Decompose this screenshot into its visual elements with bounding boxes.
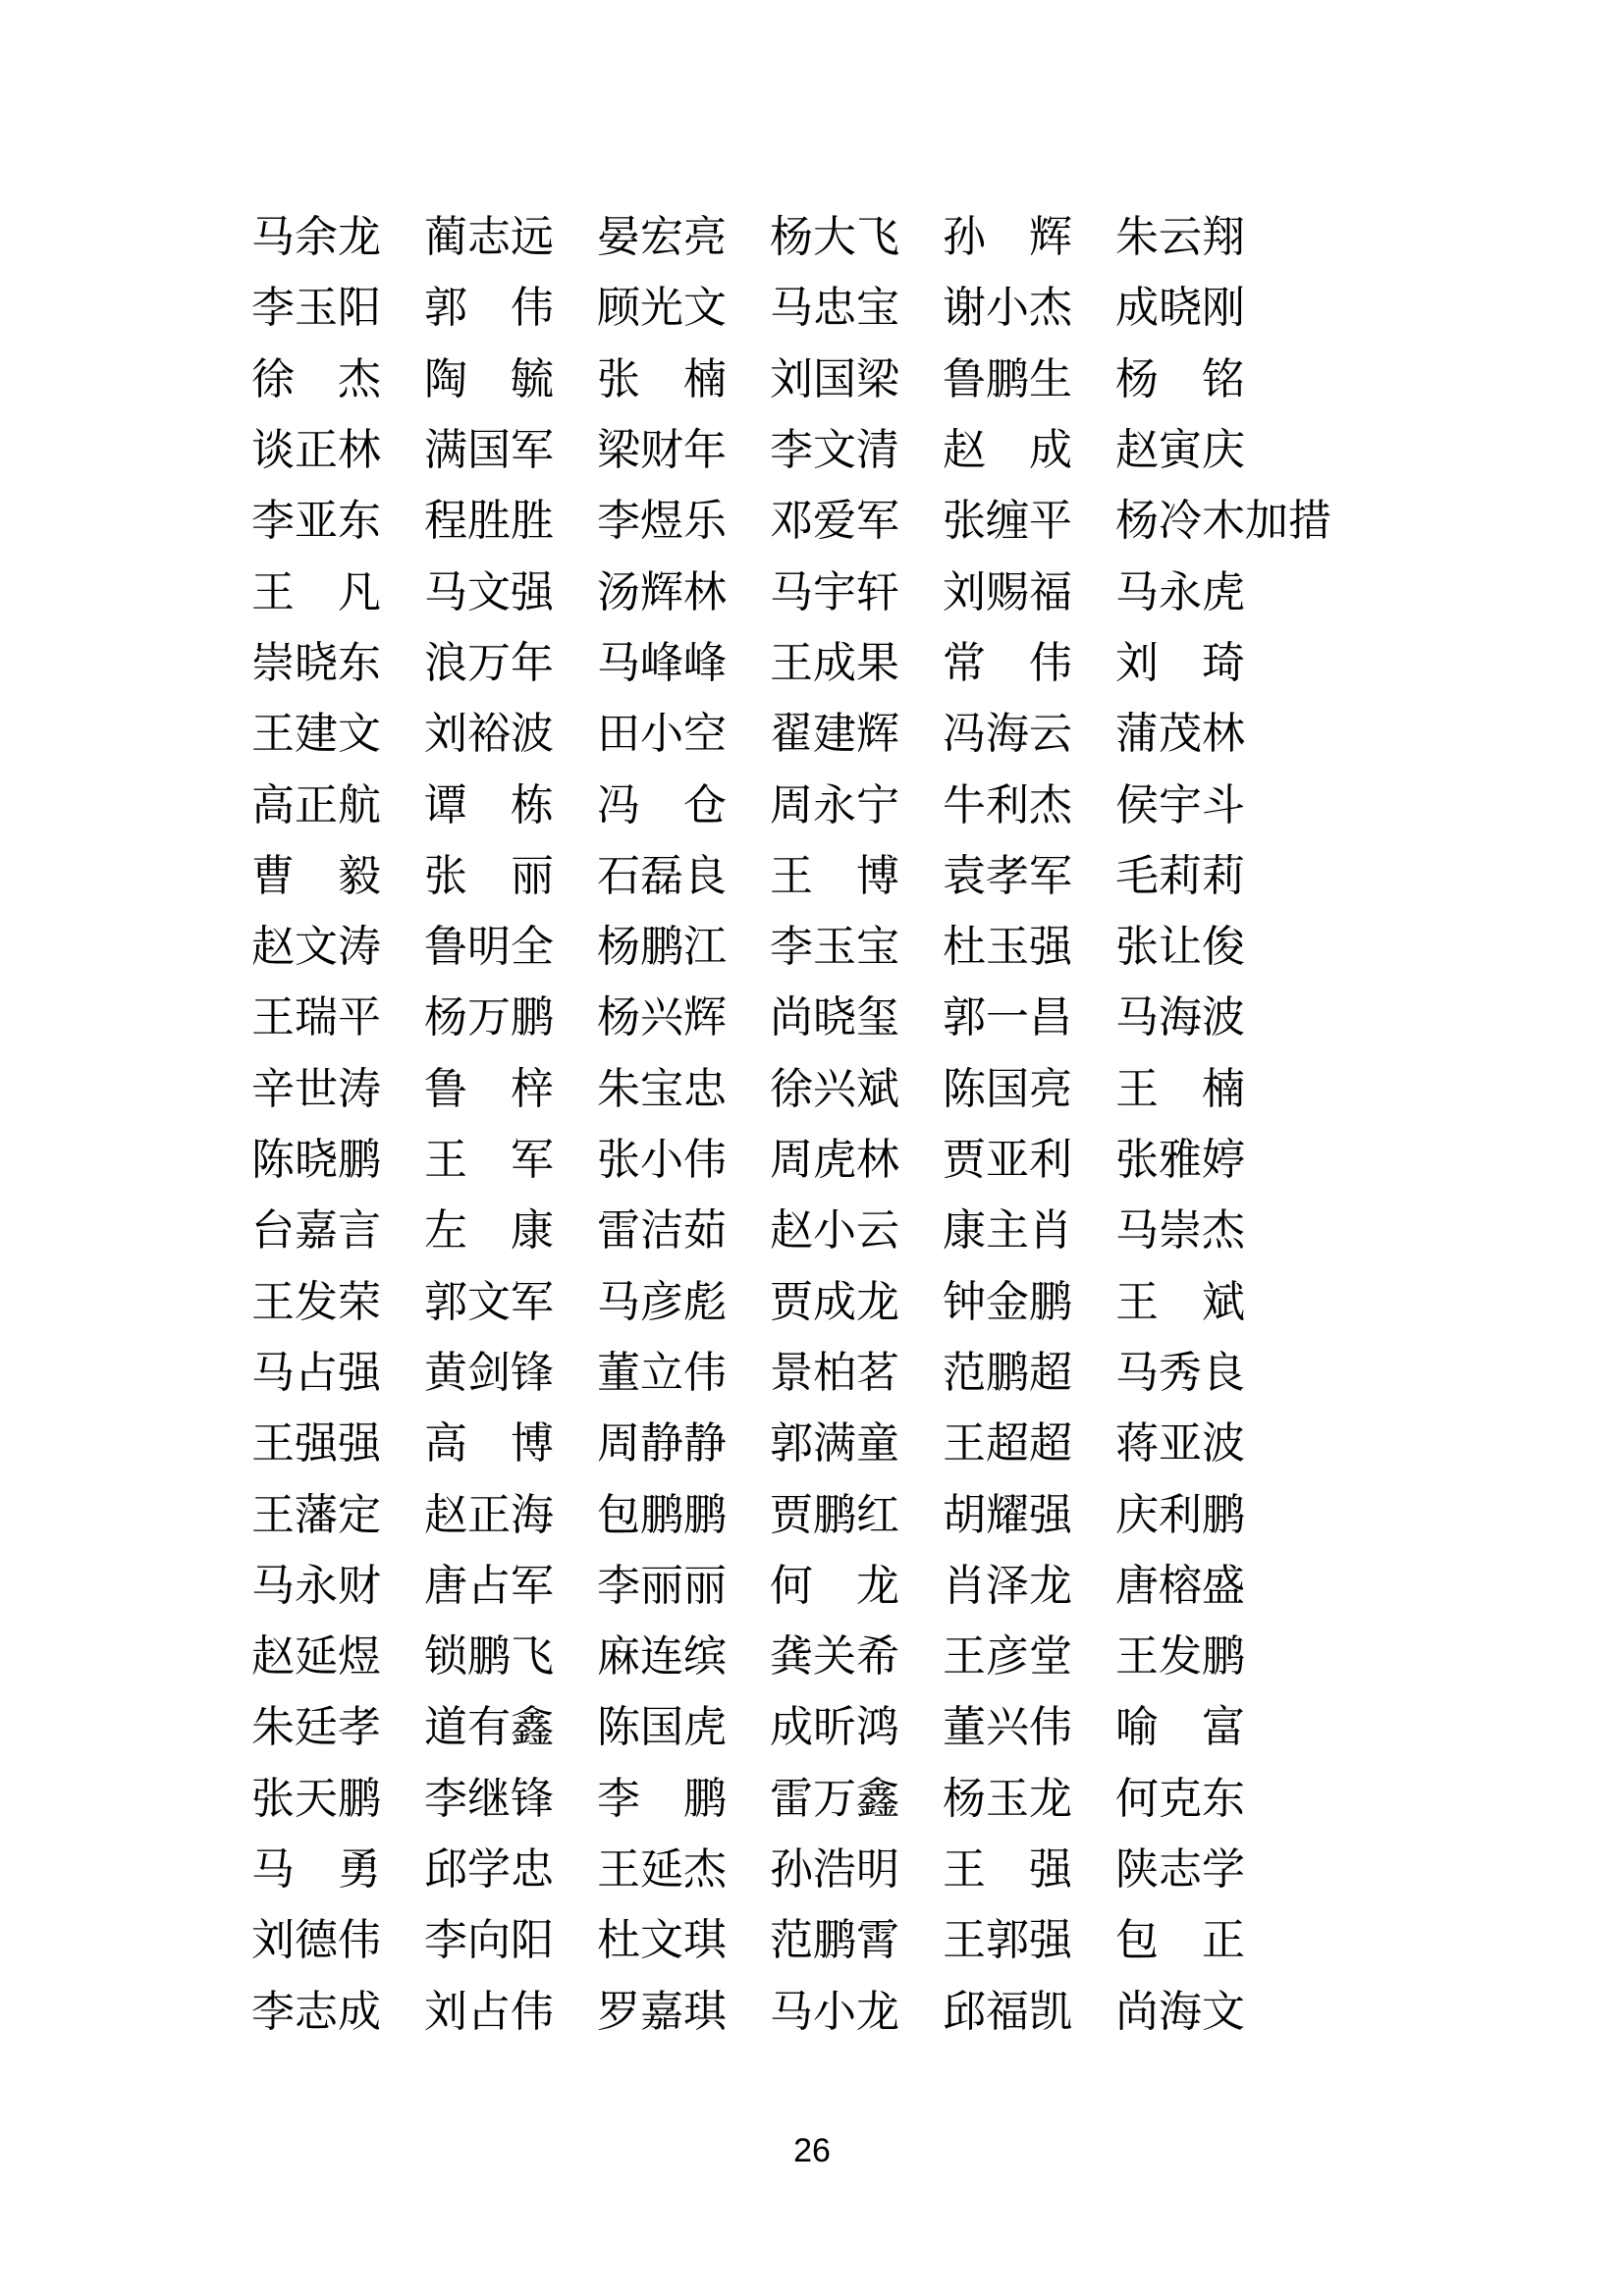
person-name: 董立伟 bbox=[597, 1348, 727, 1397]
person-name: 浪万年 bbox=[424, 638, 554, 687]
person-name: 景柏茗 bbox=[770, 1348, 899, 1397]
person-name: 鲁 梓 bbox=[424, 1064, 554, 1113]
person-name: 马文强 bbox=[424, 567, 554, 616]
person-name: 翟建辉 bbox=[770, 710, 899, 759]
person-name: 赵小云 bbox=[770, 1206, 899, 1255]
person-name: 胡耀强 bbox=[943, 1490, 1072, 1539]
person-name: 王超超 bbox=[943, 1419, 1072, 1468]
person-name: 左 康 bbox=[424, 1206, 554, 1255]
person-name: 张雅婷 bbox=[1115, 1136, 1245, 1185]
person-name: 康主肖 bbox=[943, 1206, 1072, 1255]
person-name: 牛利杰 bbox=[943, 780, 1072, 829]
name-row bbox=[251, 1266, 1331, 1337]
person-name: 贾鹏红 bbox=[770, 1490, 899, 1539]
person-name: 马余龙 bbox=[251, 213, 381, 262]
person-name: 张小伟 bbox=[597, 1136, 727, 1185]
person-name: 王瑞平 bbox=[251, 993, 381, 1042]
person-name: 王发鹏 bbox=[1115, 1632, 1245, 1682]
person-name: 马秀良 bbox=[1115, 1348, 1245, 1397]
person-name: 郭 伟 bbox=[424, 284, 554, 333]
person-name: 陕志学 bbox=[1115, 1845, 1245, 1894]
person-name: 贾亚利 bbox=[943, 1136, 1072, 1185]
person-name: 李玉宝 bbox=[770, 923, 899, 972]
person-name: 田小空 bbox=[597, 710, 727, 759]
person-name: 李亚东 bbox=[251, 497, 381, 546]
person-name: 王 博 bbox=[770, 851, 899, 900]
person-name: 朱云翔 bbox=[1115, 213, 1245, 262]
person-name: 马永虎 bbox=[1115, 567, 1245, 616]
person-name: 马忠宝 bbox=[770, 284, 899, 333]
person-name: 贾成龙 bbox=[770, 1277, 899, 1326]
person-name: 刘德伟 bbox=[251, 1916, 381, 1965]
person-name: 罗嘉琪 bbox=[597, 1987, 727, 2036]
person-name: 王 凡 bbox=[251, 567, 381, 616]
person-name: 赵正海 bbox=[424, 1490, 554, 1539]
person-name: 杜玉强 bbox=[943, 923, 1072, 972]
person-name: 陈国虎 bbox=[597, 1703, 727, 1752]
person-name: 锁鹏飞 bbox=[424, 1632, 554, 1682]
person-name: 谢小杰 bbox=[943, 284, 1072, 333]
person-name: 刘 琦 bbox=[1115, 638, 1245, 687]
person-name: 王郭强 bbox=[943, 1916, 1072, 1965]
person-name: 蒋亚波 bbox=[1115, 1419, 1245, 1468]
name-row bbox=[251, 345, 1331, 415]
person-name: 刘裕波 bbox=[424, 710, 554, 759]
person-name: 李玉阳 bbox=[251, 284, 381, 333]
name-row bbox=[251, 486, 1331, 557]
person-name: 周静静 bbox=[597, 1419, 727, 1468]
person-name: 朱廷孝 bbox=[251, 1703, 381, 1752]
person-name: 侯宇斗 bbox=[1115, 780, 1245, 829]
person-name: 曹 毅 bbox=[251, 851, 381, 900]
name-row bbox=[251, 983, 1331, 1053]
name-row bbox=[251, 1764, 1331, 1835]
person-name: 董兴伟 bbox=[943, 1703, 1072, 1752]
person-name: 张 丽 bbox=[424, 851, 554, 900]
person-name: 肖泽龙 bbox=[943, 1561, 1072, 1610]
person-name: 王发荣 bbox=[251, 1277, 381, 1326]
person-name: 尚海文 bbox=[1115, 1987, 1245, 2036]
person-name: 高正航 bbox=[251, 780, 381, 829]
person-name: 杜文琪 bbox=[597, 1916, 727, 1965]
person-name: 辛世涛 bbox=[251, 1064, 381, 1113]
person-name: 赵文涛 bbox=[251, 923, 381, 972]
person-name: 马永财 bbox=[251, 1561, 381, 1610]
person-name: 朱宝忠 bbox=[597, 1064, 727, 1113]
person-name: 黄剑锋 bbox=[424, 1348, 554, 1397]
name-row bbox=[251, 912, 1331, 983]
person-name: 冯 仓 bbox=[597, 780, 727, 829]
person-name: 孙 辉 bbox=[943, 213, 1072, 262]
person-name: 成昕鸿 bbox=[770, 1703, 899, 1752]
person-name: 赵延煜 bbox=[251, 1632, 381, 1682]
person-name: 邓爱军 bbox=[770, 497, 899, 546]
name-row bbox=[251, 1054, 1331, 1125]
person-name: 雷万鑫 bbox=[770, 1774, 899, 1823]
page-number: 26 bbox=[793, 2132, 831, 2169]
person-name: 汤辉林 bbox=[597, 567, 727, 616]
person-name: 王 楠 bbox=[1115, 1064, 1245, 1113]
person-name: 郭一昌 bbox=[943, 993, 1072, 1042]
person-name: 王成果 bbox=[770, 638, 899, 687]
person-name: 赵 成 bbox=[943, 426, 1072, 475]
person-name: 谈正林 bbox=[251, 426, 381, 475]
person-name: 王 军 bbox=[424, 1136, 554, 1185]
person-name: 马占强 bbox=[251, 1348, 381, 1397]
person-name: 龚关希 bbox=[770, 1632, 899, 1682]
person-name: 唐占军 bbox=[424, 1561, 554, 1610]
person-name: 马崇杰 bbox=[1115, 1206, 1245, 1255]
name-row bbox=[251, 1125, 1331, 1196]
person-name: 王藩定 bbox=[251, 1490, 381, 1539]
name-row bbox=[251, 1835, 1331, 1905]
person-name: 陈国亮 bbox=[943, 1064, 1072, 1113]
person-name: 杨万鹏 bbox=[424, 993, 554, 1042]
person-name: 毛莉莉 bbox=[1115, 851, 1245, 900]
person-name: 赵寅庆 bbox=[1115, 426, 1245, 475]
person-name: 程胜胜 bbox=[424, 497, 554, 546]
person-name: 梁财年 bbox=[597, 426, 727, 475]
person-name: 石磊良 bbox=[597, 851, 727, 900]
person-name: 张天鹏 bbox=[251, 1774, 381, 1823]
person-name: 马 勇 bbox=[251, 1845, 381, 1894]
person-name: 邱福凯 bbox=[943, 1987, 1072, 2036]
name-row bbox=[251, 1479, 1331, 1550]
person-name: 崇晓东 bbox=[251, 638, 381, 687]
person-name: 鲁明全 bbox=[424, 923, 554, 972]
person-name: 杨 铭 bbox=[1115, 354, 1245, 403]
person-name: 鲁鹏生 bbox=[943, 354, 1072, 403]
name-row bbox=[251, 1551, 1331, 1622]
person-name: 唐榕盛 bbox=[1115, 1561, 1245, 1610]
name-row bbox=[251, 273, 1331, 344]
person-name: 郭文军 bbox=[424, 1277, 554, 1326]
person-name: 郭满童 bbox=[770, 1419, 899, 1468]
person-name: 王建文 bbox=[251, 710, 381, 759]
person-name: 李煜乐 bbox=[597, 497, 727, 546]
person-name: 马彦彪 bbox=[597, 1277, 727, 1326]
person-name: 周虎林 bbox=[770, 1136, 899, 1185]
person-name: 何克东 bbox=[1115, 1774, 1245, 1823]
person-name: 成晓刚 bbox=[1115, 284, 1245, 333]
person-name: 包鹏鹏 bbox=[597, 1490, 727, 1539]
person-name: 尚晓玺 bbox=[770, 993, 899, 1042]
person-name: 李文清 bbox=[770, 426, 899, 475]
person-name: 马宇轩 bbox=[770, 567, 899, 616]
person-name: 杨兴辉 bbox=[597, 993, 727, 1042]
person-name: 李丽丽 bbox=[597, 1561, 727, 1610]
name-row bbox=[251, 1409, 1331, 1479]
name-row bbox=[251, 1622, 1331, 1692]
person-name: 王强强 bbox=[251, 1419, 381, 1468]
name-table bbox=[251, 202, 1331, 2048]
person-name: 刘占伟 bbox=[424, 1987, 554, 2036]
person-name: 何 龙 bbox=[770, 1561, 899, 1610]
person-name: 马小龙 bbox=[770, 1987, 899, 2036]
person-name: 徐 杰 bbox=[251, 354, 381, 403]
name-row bbox=[251, 202, 1331, 273]
person-name: 王延杰 bbox=[597, 1845, 727, 1894]
person-name: 台嘉言 bbox=[251, 1206, 381, 1255]
person-name: 张 楠 bbox=[597, 354, 727, 403]
person-name: 冯海云 bbox=[943, 710, 1072, 759]
person-name: 马峰峰 bbox=[597, 638, 727, 687]
person-name: 李继锋 bbox=[424, 1774, 554, 1823]
person-name: 杨大飞 bbox=[770, 213, 899, 262]
person-name: 麻连缤 bbox=[597, 1632, 727, 1682]
person-name: 杨玉龙 bbox=[943, 1774, 1072, 1823]
person-name: 李 鹏 bbox=[597, 1774, 727, 1823]
person-name: 孙浩明 bbox=[770, 1845, 899, 1894]
name-row bbox=[251, 557, 1331, 627]
person-name: 李志成 bbox=[251, 1987, 381, 2036]
name-row bbox=[251, 1905, 1331, 1976]
person-name: 杨冷木加措 bbox=[1115, 497, 1331, 546]
person-name: 刘国梁 bbox=[770, 354, 899, 403]
person-name: 蒲茂林 bbox=[1115, 710, 1245, 759]
person-name: 王彦堂 bbox=[943, 1632, 1072, 1682]
name-row bbox=[251, 699, 1331, 770]
name-row bbox=[251, 1196, 1331, 1266]
person-name: 雷洁茹 bbox=[597, 1206, 727, 1255]
person-name: 张缠平 bbox=[943, 497, 1072, 546]
person-name: 蔺志远 bbox=[424, 213, 554, 262]
person-name: 顾光文 bbox=[597, 284, 727, 333]
name-row bbox=[251, 1338, 1331, 1409]
person-name: 道有鑫 bbox=[424, 1703, 554, 1752]
person-name: 范鹏霄 bbox=[770, 1916, 899, 1965]
person-name: 谭 栋 bbox=[424, 780, 554, 829]
person-name: 王 斌 bbox=[1115, 1277, 1245, 1326]
name-row bbox=[251, 770, 1331, 840]
person-name: 陈晓鹏 bbox=[251, 1136, 381, 1185]
person-name: 马海波 bbox=[1115, 993, 1245, 1042]
name-row bbox=[251, 628, 1331, 699]
person-name: 晏宏亮 bbox=[597, 213, 727, 262]
name-row bbox=[251, 841, 1331, 912]
person-name: 袁孝军 bbox=[943, 851, 1072, 900]
person-name: 范鹏超 bbox=[943, 1348, 1072, 1397]
person-name: 张让俊 bbox=[1115, 923, 1245, 972]
person-name: 邱学忠 bbox=[424, 1845, 554, 1894]
person-name: 周永宁 bbox=[770, 780, 899, 829]
name-row bbox=[251, 1976, 1331, 2047]
person-name: 满国军 bbox=[424, 426, 554, 475]
person-name: 刘赐福 bbox=[943, 567, 1072, 616]
person-name: 包 正 bbox=[1115, 1916, 1245, 1965]
person-name: 杨鹏江 bbox=[597, 923, 727, 972]
person-name: 高 博 bbox=[424, 1419, 554, 1468]
person-name: 王 强 bbox=[943, 1845, 1072, 1894]
person-name: 庆利鹏 bbox=[1115, 1490, 1245, 1539]
person-name: 陶 毓 bbox=[424, 354, 554, 403]
name-row bbox=[251, 415, 1331, 486]
person-name: 李向阳 bbox=[424, 1916, 554, 1965]
name-row bbox=[251, 1692, 1331, 1763]
person-name: 常 伟 bbox=[943, 638, 1072, 687]
person-name: 徐兴斌 bbox=[770, 1064, 899, 1113]
person-name: 喻 富 bbox=[1115, 1703, 1245, 1752]
person-name: 钟金鹏 bbox=[943, 1277, 1072, 1326]
